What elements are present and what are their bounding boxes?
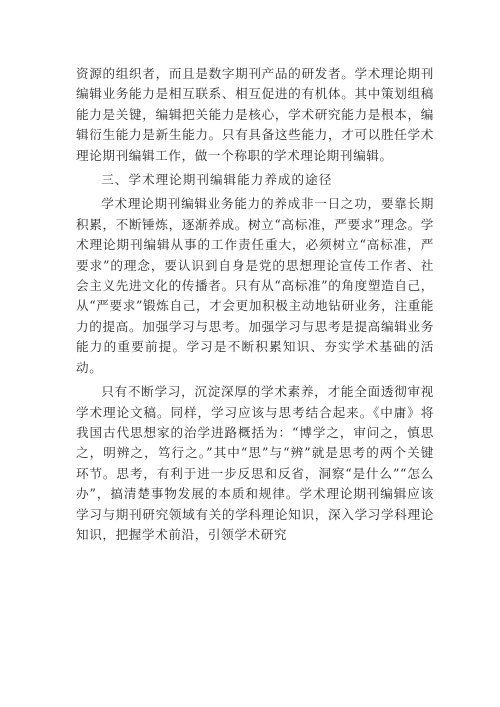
document-body — [76, 64, 434, 545]
paragraph-continuation: 资源的组织者，而且是数字期刊产品的研发者。学术理论期刊编辑业务能力是相互联系、相互促进的有机体。其中策划组稿能力是关键，编辑把关能力是核心，学术研究能力是根本，编辑衍生能力是新生能力。只有具备这些能力，才可以胜任学术理论期刊编辑工作，做一个称职的学术理论期刊编辑。 — [76, 66, 434, 163]
section-heading: 三、学术理论期刊编辑能力养成的途径 — [101, 172, 333, 188]
paragraph-body: 只有不断学习，沉淀深厚的学术素养，才能全面透彻审视学术理论文稿。同样，学习应该与思考结合起来。《中庸》将我国古代思想家的治学进路概括为：“博学之，审问之，慎思之，明辨之，笃行之。”其中“思”与“辨”就是思考的两个关键环节。思考，有利于进一步反思和反省，洞察“是什么”“怎么办”，搞清楚事物发展的本质和规律。学术理论期刊编辑应该学习与期刊研究领域有关的学科理论知识，深入学习学科理论知识，把握学术前沿，引领学术研究 — [76, 384, 434, 542]
paragraph-body: 学术理论期刊编辑业务能力的养成非一日之功，要靠长期积累，不断锤炼，逐渐养成。树立“高标准，严要求”理念。学术理论期刊编辑从事的工作责任重大，必须树立“高标准，严要求”的理念，要认识到自身是党的思想理论宣传工作者、社会主义先进文化的传播者。只有从“高标准”的角度塑造自己，从“严要求”锻炼自己，才会更加积极主动地钻研业务，注重能力的提高。加强学习与思考。加强学习与思考是提高编辑业务能力的重要前提。学习是不断积累知识、夯实学术基础的活动。 — [76, 196, 434, 375]
